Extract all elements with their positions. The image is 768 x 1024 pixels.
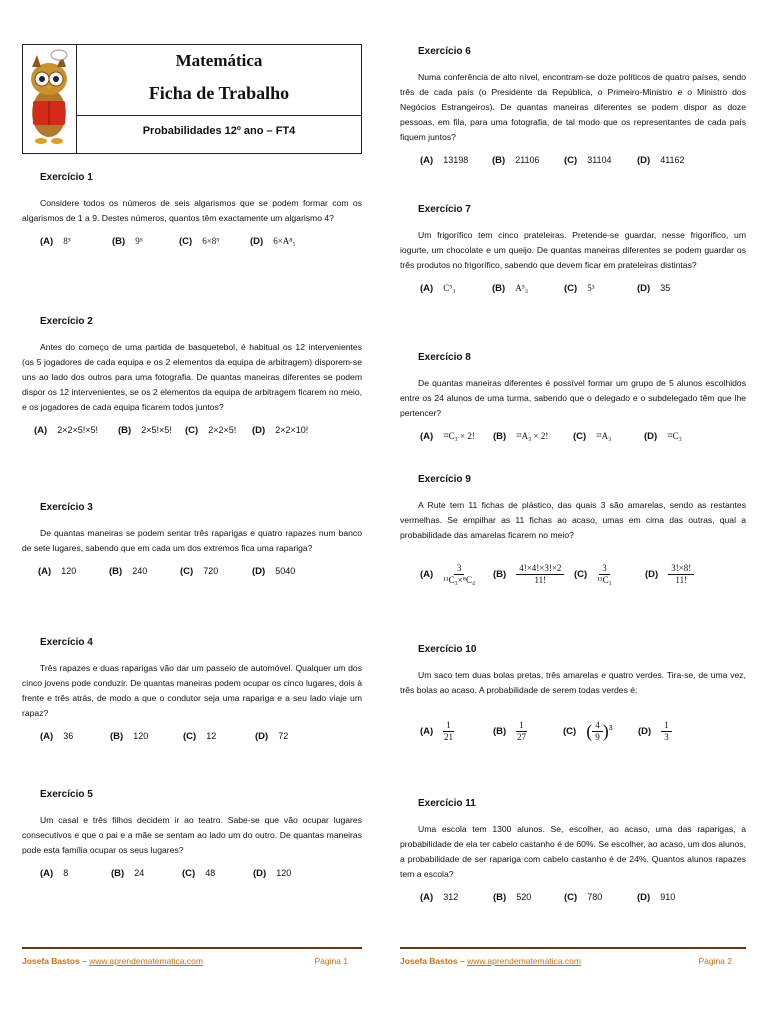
answer-options <box>400 431 746 453</box>
exercise-title: Exercício 4 <box>40 637 93 648</box>
exercise-text: Uma escola tem 1300 alunos. Se, escolher, ao acaso, uma das raparigas, a probabilidade de ela ter cabelo castanho é de 60%. Se escolher, ao acaso, um dos alunos, a probabilidade de ser rapariga com cabelo castanho é de 24%. Quantos alunos rapazes tem a escola? <box>400 824 746 879</box>
page-title: Matemática <box>175 51 263 70</box>
option-d[interactable]: (D) 2×2×10! <box>252 425 309 436</box>
option-a[interactable]: (A) 8⁵ <box>40 236 71 247</box>
exercise-title: Exercício 3 <box>40 502 93 513</box>
exercise-title: Exercício 2 <box>40 316 93 327</box>
option-d[interactable]: (D) ²²C₃ <box>644 431 682 442</box>
exercise-11 <box>400 798 746 914</box>
footer-author: Josefa Bastos – www.aprendematematica.com <box>22 956 203 966</box>
option-a[interactable]: (A) 36 <box>40 731 74 742</box>
option-d[interactable]: (D) 5040 <box>252 566 296 577</box>
exercise-title: Exercício 6 <box>418 46 471 57</box>
option-d[interactable]: (D) 41162 <box>637 155 685 166</box>
option-c[interactable]: (C) 12 <box>183 731 217 742</box>
footer-author: Josefa Bastos – www.aprendematematica.com <box>400 956 581 966</box>
worksheet-topic: Probabilidades 12º ano – FT4 <box>142 125 296 137</box>
exercise-text: Antes do começo de uma partida de basquetebol, é habitual os 12 intervenientes (os 5 jogadores de cada equipa e os 2 elementos da equipa de arbitragem) disporem-se uns ao lado dos outros para uma fotografia. De quantas maneiras diferentes se podem dispor os 12 intervenientes, se os 2 elementos da equipa de arbitragem ficarem no meio, e os jogadores de cada equipa ficarem todos juntos? <box>22 342 362 412</box>
answer-options <box>22 731 362 753</box>
answer-options <box>22 425 362 447</box>
option-a[interactable]: (A) 8 <box>40 868 69 879</box>
worksheet-header <box>22 44 362 154</box>
option-b[interactable]: (B) $\frac{1}{27}$ <box>493 720 526 742</box>
exercise-title: Exercício 1 <box>40 172 93 183</box>
option-d[interactable]: (D) $\frac{3!\times 8!}{11!}$ <box>645 563 694 586</box>
option-c[interactable]: (C) 780 <box>564 892 603 903</box>
option-a[interactable]: (A) ²²C₃ × 2! <box>420 431 475 442</box>
exercise-text: De quantas maneiras se podem sentar três raparigas e quatro rapazes num banco de sete lugares, sabendo que em cada um dos extremos fica uma rapariga? <box>22 528 362 553</box>
option-b[interactable]: (B) 120 <box>110 731 149 742</box>
option-c[interactable]: (C) 5³ <box>564 283 595 294</box>
exercise-text: Numa conferência de alto nível, encontram-se doze políticos de quatro países, sendo três de cada país (o Presidente da República, o Primeiro-Ministro e o Ministro dos Negócios Estrangeiros). De quantas maneiras diferentes se podem dispor as doze pessoas, em fila, para uma fotografia, de tal modo que os representantes de cada país fiquem juntos? <box>400 72 746 142</box>
option-b[interactable]: (B) 240 <box>109 566 148 577</box>
option-a[interactable]: (A) 312 <box>420 892 459 903</box>
exercise-3 <box>22 502 362 588</box>
exercise-text: Um frigorífico tem cinco prateleiras. Pretende-se guardar, nesse frigorífico, um iogurte, um chocolate e um queijo. De quantas maneiras diferentes se podem guardar os três produtos no frigorífico, sabendo que devem ficar em prateleiras distintas? <box>400 230 746 270</box>
option-d[interactable]: (D) 35 <box>637 283 671 294</box>
exercise-1 <box>22 172 362 258</box>
page-subtitle: Ficha de Trabalho <box>148 83 290 103</box>
answer-options <box>400 557 746 601</box>
answer-options <box>400 283 746 305</box>
exercise-5 <box>22 789 362 890</box>
option-d[interactable]: (D) 120 <box>253 868 292 879</box>
option-b[interactable]: (B) 21106 <box>492 155 540 166</box>
header-divider <box>77 115 361 116</box>
option-c[interactable]: (C) ( $\frac{4}{9}$ )$^3$ <box>563 720 613 742</box>
exercise-text: De quantas maneiras diferentes é possível formar um grupo de 5 alunos escolhidos entre os 24 alunos de uma turma, sabendo que o delegado e o subdelegado têm que lhe pertencer? <box>400 378 746 418</box>
exercise-title: Exercício 7 <box>418 204 471 215</box>
answer-options <box>400 155 746 177</box>
answer-options <box>22 566 362 588</box>
exercise-7 <box>400 204 746 305</box>
footer-link[interactable]: www.aprendematematica.com <box>467 956 581 966</box>
option-b[interactable]: (B) 9⁵ <box>112 236 143 247</box>
exercise-text: Considere todos os números de seis algarismos que se podem formar com os algarismos de 1 a 9. Destes números, quantos têm exactamente um algarismo 4? <box>22 198 362 223</box>
option-b[interactable]: (B) $\frac{4!\times 4!\times 3!\times 2}{11!}$ <box>493 563 564 586</box>
option-d[interactable]: (D) 6×A⁸₅ <box>250 236 296 247</box>
exercise-title: Exercício 10 <box>418 644 477 655</box>
option-c[interactable]: (C) $\frac{3}{\text{¹¹C₃}}$ <box>574 563 612 585</box>
page-number: Página 1 <box>314 956 348 966</box>
exercise-title: Exercício 9 <box>418 474 471 485</box>
option-a[interactable]: (A) C⁵₃ <box>420 283 456 294</box>
exercise-text: Três rapazes e duas raparigas vão dar um passeio de automóvel. Qualquer um dos cinco jovens pode conduzir. De quantas maneiras podem ocupar os cinco lugares, dois à frente e três atrás, de modo a que o condutor seja uma rapariga e a seu lado viaje um rapaz? <box>22 663 362 718</box>
page-footer-right <box>400 947 746 971</box>
exercise-title: Exercício 5 <box>40 789 93 800</box>
exercise-title: Exercício 11 <box>418 798 476 809</box>
option-c[interactable]: (C) 48 <box>182 868 216 879</box>
page-footer-left <box>22 947 362 971</box>
answer-options <box>400 712 746 760</box>
exercise-text: Um casal e três filhos decidem ir ao teatro. Sabe-se que vão ocupar lugares consecutivos e que o pai e a mãe se sentam ao lado um do outro. De quantas maneiras pode esta família ocupar os seus lugares? <box>22 815 362 855</box>
exercise-4 <box>22 637 362 753</box>
exercise-8 <box>400 352 746 453</box>
option-a[interactable]: (A) $\frac{3}{\text{¹¹C₃×⁸C₄}}$ <box>420 563 476 585</box>
exercise-text: Um saco tem duas bolas pretas, três amarelas e quatro verdes. Tira-se, de uma vez, três bolas ao acaso. A probabilidade de serem todas verdes é: <box>400 670 746 695</box>
option-a[interactable]: (A) $\frac{1}{21}$ <box>420 720 453 742</box>
option-a[interactable]: (A) 120 <box>38 566 77 577</box>
option-b[interactable]: (B) 520 <box>493 892 532 903</box>
answer-options <box>22 236 362 258</box>
exercise-title: Exercício 8 <box>418 352 471 363</box>
option-d[interactable]: (D) $\frac{1}{3}$ <box>638 720 672 743</box>
exercise-9 <box>400 474 746 601</box>
option-d[interactable]: (D) 910 <box>637 892 676 903</box>
page-number: Página 2 <box>698 956 732 966</box>
option-c[interactable]: (C) 2×2×5! <box>185 425 237 436</box>
option-a[interactable]: (A) 13198 <box>420 155 469 166</box>
option-b[interactable]: (B) 2×5!×5! <box>118 425 172 436</box>
owl-reading-icon <box>23 45 77 153</box>
option-c[interactable]: (C) 720 <box>180 566 219 577</box>
exercise-2 <box>22 316 362 447</box>
option-c[interactable]: (C) 6×8⁵ <box>179 236 220 247</box>
option-d[interactable]: (D) 72 <box>255 731 289 742</box>
exercise-10 <box>400 644 746 760</box>
option-a[interactable]: (A) 2×2×5!×5! <box>34 425 98 436</box>
option-c[interactable]: (C) 31104 <box>564 155 612 166</box>
exercise-6 <box>400 46 746 177</box>
option-b[interactable]: (B) A⁵₃ <box>492 283 528 294</box>
exercise-text: A Rute tem 11 fichas de plástico, das quais 3 são amarelas, sendo as restantes vermelhas. Se empilhar as 11 fichas ao acaso, umas em cima das outras, qual a probabilidade das amarelas ficarem no meio? <box>400 500 746 540</box>
option-b[interactable]: (B) 24 <box>111 868 145 879</box>
answer-options <box>22 868 362 890</box>
option-b[interactable]: (B) ²²A₃ × 2! <box>493 431 549 442</box>
answer-options <box>400 892 746 914</box>
footer-link[interactable]: www.aprendematematica.com <box>89 956 203 966</box>
option-c[interactable]: (C) ²²A₃ <box>573 431 612 442</box>
